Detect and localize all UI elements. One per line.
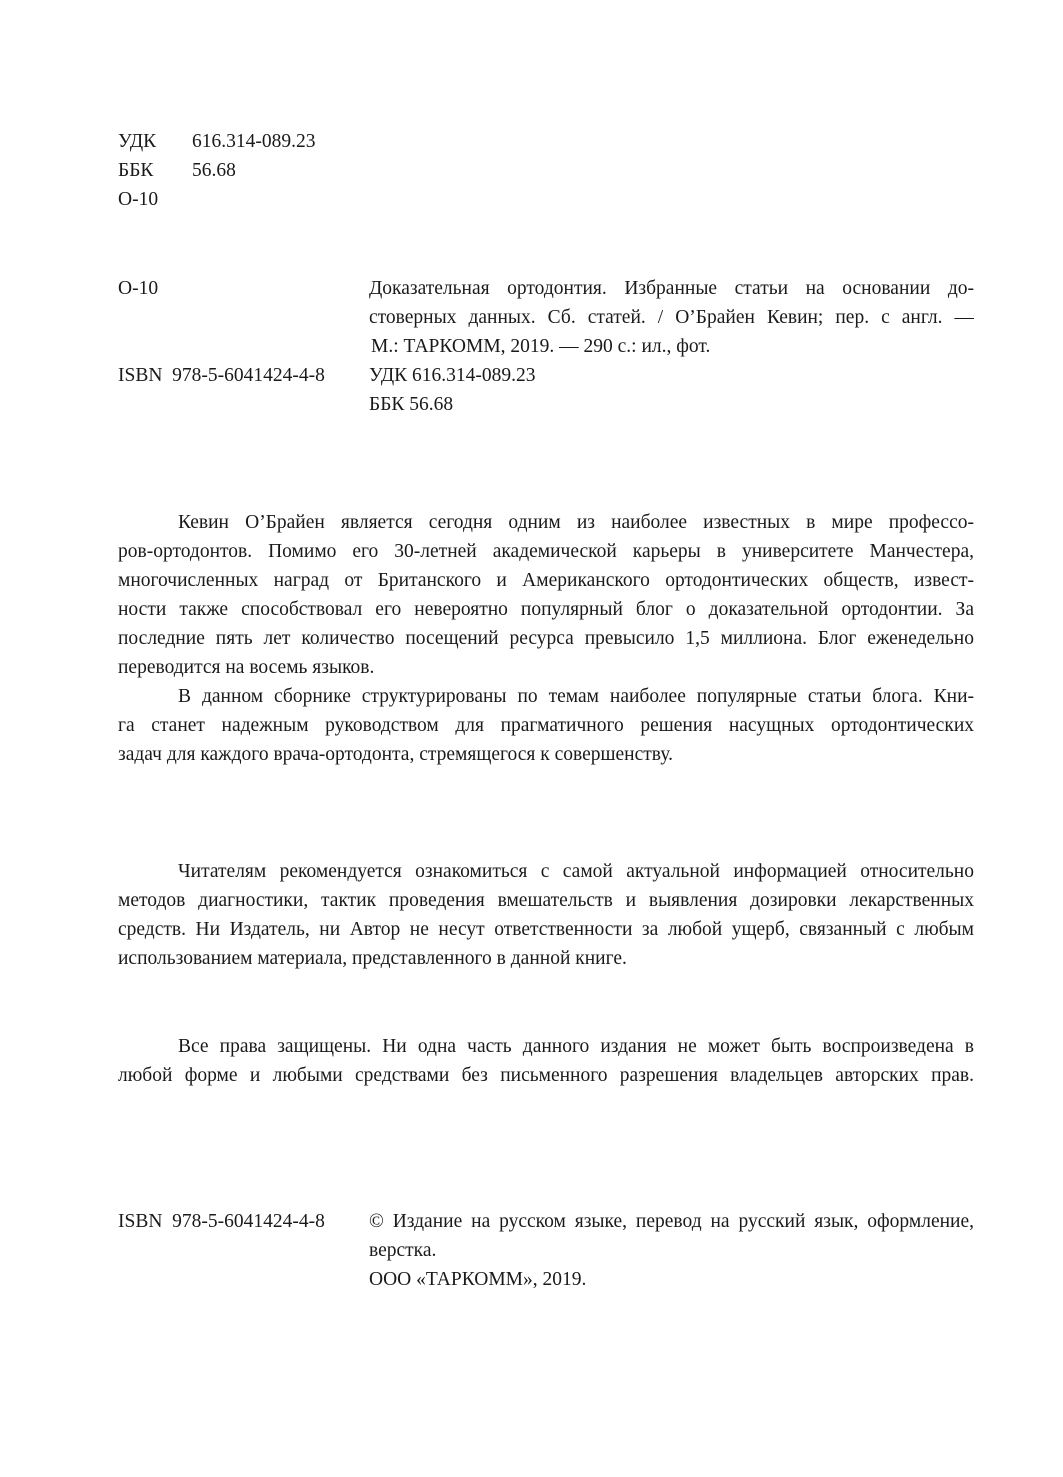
catalog-author-mark: О-10 bbox=[118, 278, 159, 299]
disclaimer-line: Читателям рекомендуется ознакомиться с самой актуальной информацией относительно bbox=[178, 861, 974, 882]
annotation-line: га станет надежным руководством для прагматичного решения насущных ортодонтических bbox=[118, 715, 974, 736]
annotation-line: задач для каждого врача-ортодонта, стремящегося к совершенству. bbox=[118, 744, 673, 765]
annotation-line: переводится на восемь языков. bbox=[118, 657, 375, 678]
annotation-line: последние пять лет количество посещений ресурса превысило 1,5 миллиона. Блог еженедельно bbox=[118, 628, 974, 649]
catalog-description bbox=[369, 274, 974, 361]
copyright-line: ООО «ТАРКОММ», 2019. bbox=[369, 1269, 587, 1290]
catalog-udk: УДК 616.314-089.23 bbox=[369, 365, 536, 386]
udk-label: УДК bbox=[118, 131, 157, 152]
rights-line: Все права защищены. Ни одна часть данного издания не может быть воспроизведена в bbox=[178, 1036, 974, 1057]
catalog-bbk: ББК 56.68 bbox=[369, 394, 454, 415]
disclaimer-line: использованием материала, представленного в данной книге. bbox=[118, 948, 627, 969]
catalog-description-line: М.: ТАРКОММ, 2019. — 290 с.: ил., фот. bbox=[371, 336, 711, 357]
disclaimer bbox=[118, 857, 974, 973]
author-mark: О-10 bbox=[118, 189, 159, 210]
copyright-line: © Издание на русском языке, перевод на русский язык, оформление, bbox=[369, 1211, 974, 1232]
bbk-value: 56.68 bbox=[192, 160, 236, 181]
catalog-description-line: стоверных данных. Сб. статей. / О’Брайен Кевин; пер. с англ. — bbox=[369, 307, 974, 328]
rights-notice bbox=[118, 1032, 974, 1090]
rights-line: любой форме и любыми средствами без письменного разрешения владельцев авторских прав. bbox=[118, 1065, 974, 1086]
udk-value: 616.314-089.23 bbox=[192, 131, 316, 152]
disclaimer-line: методов диагностики, тактик проведения вмешательств и выявления дозировки лекарственных bbox=[118, 890, 974, 911]
annotation-line: многочисленных наград от Британского и Американского ортодонтических обществ, извест- bbox=[118, 570, 974, 591]
disclaimer-line: средств. Ни Издатель, ни Автор не несут ответственности за любой ущерб, связанный с любым bbox=[118, 919, 974, 940]
catalog-description-line: Доказательная ортодонтия. Избранные статьи на основании до- bbox=[369, 278, 974, 299]
annotation-line: ности также способствовал его невероятно популярный блог о доказательной ортодонтии. За bbox=[118, 599, 974, 620]
annotation-line: Кевин О’Брайен является сегодня одним из наиболее известных в мире профессо- bbox=[178, 512, 974, 533]
copyright-line: верстка. bbox=[369, 1240, 437, 1261]
copyright-isbn: ISBN 978-5-6041424-4-8 bbox=[118, 1211, 325, 1232]
annotation-line: В данном сборнике структурированы по темам наиболее популярные статьи блога. Кни- bbox=[178, 686, 974, 707]
catalog-isbn: ISBN 978-5-6041424-4-8 bbox=[118, 365, 325, 386]
annotation bbox=[118, 508, 974, 769]
copyright-text bbox=[369, 1207, 974, 1294]
annotation-line: ров-ортодонтов. Помимо его 30-летней академической карьеры в университете Манчестера, bbox=[118, 541, 974, 562]
bbk-label: ББК bbox=[118, 160, 154, 181]
